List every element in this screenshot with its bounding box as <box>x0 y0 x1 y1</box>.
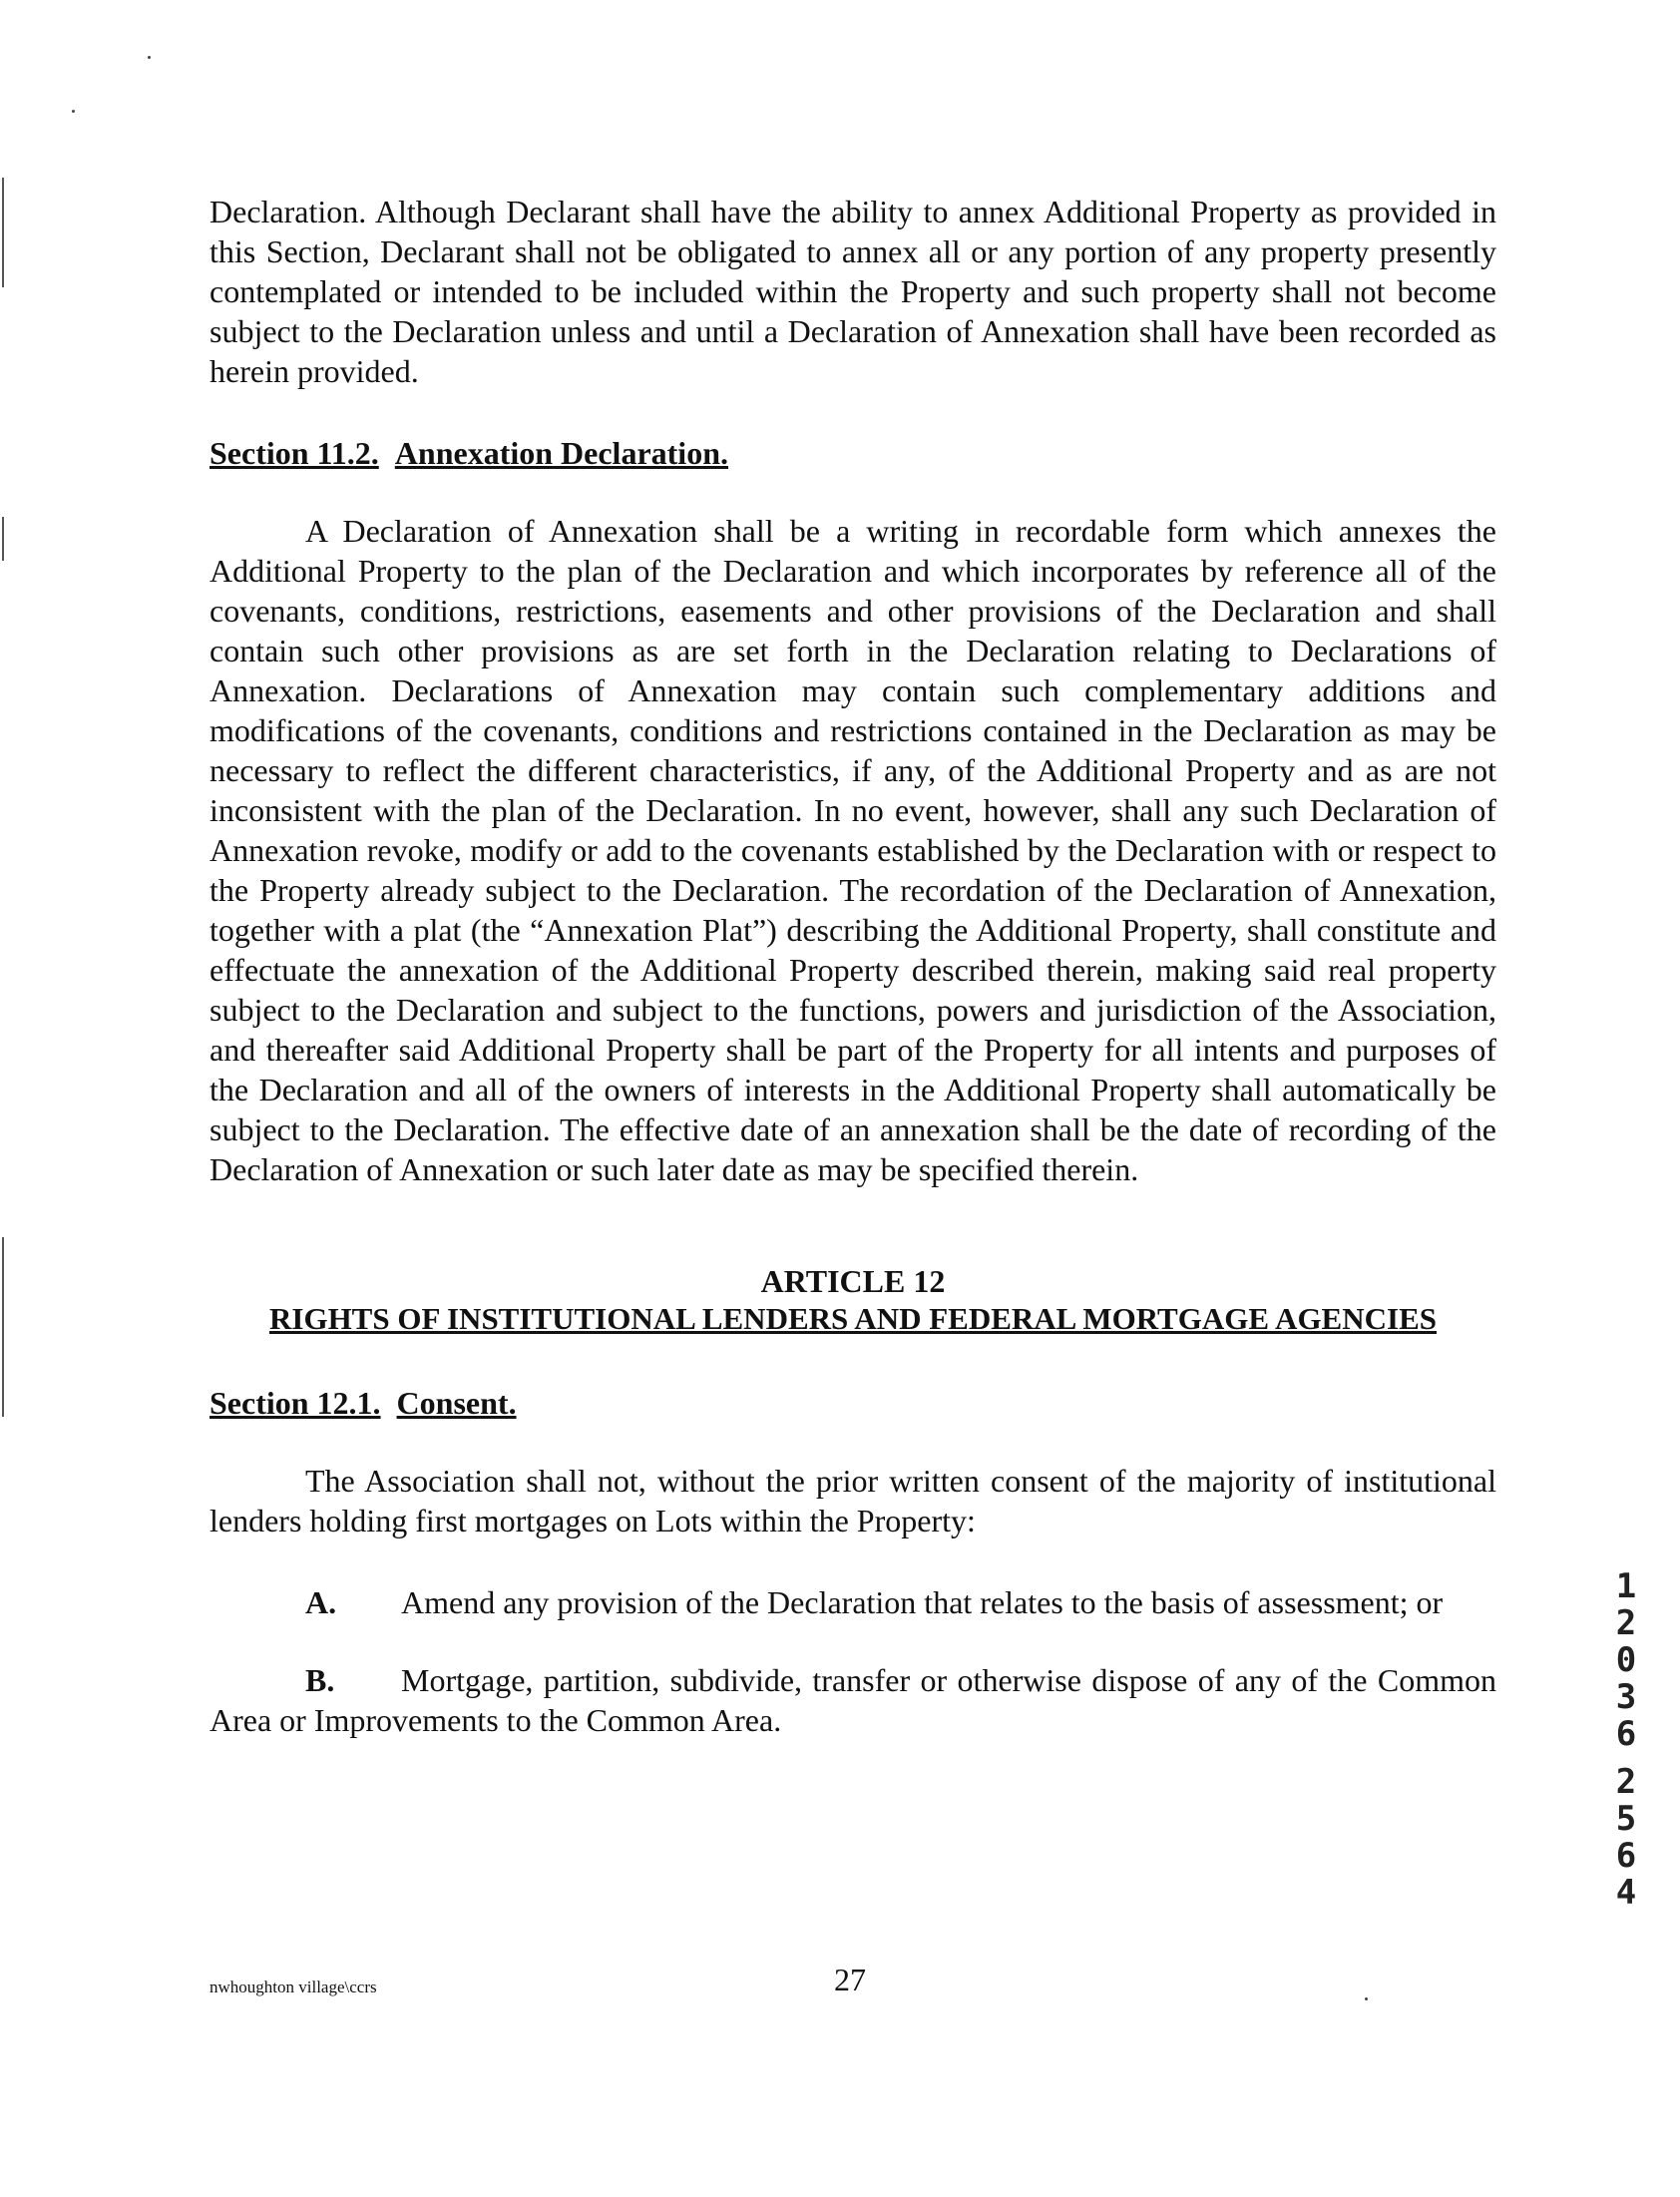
article-title <box>210 1299 1496 1339</box>
item-text: Mortgage, partition, subdivide, transfer or otherwise dispose of any of the Common Area or Improvements to the Common Area. <box>210 1662 1496 1738</box>
section-12-1-body: The Association shall not, without the prior written consent of the majority of institutional lenders holding first mortgages on Lots within the Property: <box>210 1463 1496 1538</box>
section-12-1-heading <box>210 1383 1496 1423</box>
scan-speck <box>72 110 75 113</box>
list-item-a <box>210 1582 1496 1622</box>
article-title-text: RIGHTS OF INSTITUTIONAL LENDERS AND FEDERAL MORTGAGE AGENCIES <box>269 1301 1437 1336</box>
margin-line <box>2 178 4 287</box>
page-number: 27 <box>834 1962 866 1997</box>
item-text: Amend any provision of the Declaration that relates to the basis of assessment; or <box>401 1584 1444 1620</box>
margin-line <box>2 517 4 561</box>
article-label: ARTICLE 12 <box>760 1263 946 1299</box>
list-item-b <box>210 1660 1496 1740</box>
section-title: Annexation Declaration. <box>394 435 728 471</box>
recording-stamp-line1: 12036 <box>1615 1566 1637 1754</box>
section-11-2-body: A Declaration of Annexation shall be a writing in recordable form which annexes the Additional Property to the plan of the Declaration and which incorporates by reference all of the covenants, conditions, restrictions, easements and other provisions of the Declaration and shall contain such other provisions as are set forth in the Declaration relating to Declarations of Annexation. Declarations of Annexation may contain such complementary additions and modifications of the covenants, conditions and restrictions contained in the Declaration as may be necessary to reflect the different characteristics, if any, of the Additional Property and as are not inconsistent with the plan of the Declaration. In no event, however, shall any such Declaration of Annexation revoke, modify or add to the covenants established by the Declaration with or respect to the Property already subject to the Declaration. The recordation of the Declaration of Annexation, together with a plat (the “Annexation Plat”) describing the Additional Property, shall constitute and effectuate the annexation of the Additional Property described therein, making said real property subject to the Declaration and subject to the functions, powers and jurisdiction of the Association, and thereafter said Additional Property shall be part of the Property for all intents and purposes of the Declaration and all of the owners of interests in the Additional Property shall automatically be subject to the Declaration. The effective date of an annexation shall be the date of recording of the Declaration of Annexation or such later date as may be specified therein. <box>210 513 1496 1187</box>
scan-speck <box>1365 1997 1368 2000</box>
margin-line <box>2 1237 4 1417</box>
item-letter: B. <box>305 1662 335 1698</box>
item-letter: A. <box>305 1584 337 1620</box>
section-title: Consent. <box>396 1385 517 1421</box>
footer-file-ref: nwhoughton village\ccrs <box>210 1977 377 1996</box>
intro-paragraph: Declaration. Although Declarant shall have the ability to annex Additional Property as provided in this Section, Declarant shall not be obligated to annex all or any portion of any property presently contemplated or intended to be included within the Property and such property shall not become subject to the Declaration unless and until a Declaration of Annexation shall have been recorded as herein provided. <box>210 194 1496 389</box>
section-11-2-heading <box>210 433 1496 473</box>
scan-speck <box>148 56 151 59</box>
section-number: Section 11.2. <box>210 435 379 471</box>
recording-stamp-line2: 2564 <box>1615 1762 1637 1913</box>
section-number: Section 12.1. <box>210 1385 381 1421</box>
